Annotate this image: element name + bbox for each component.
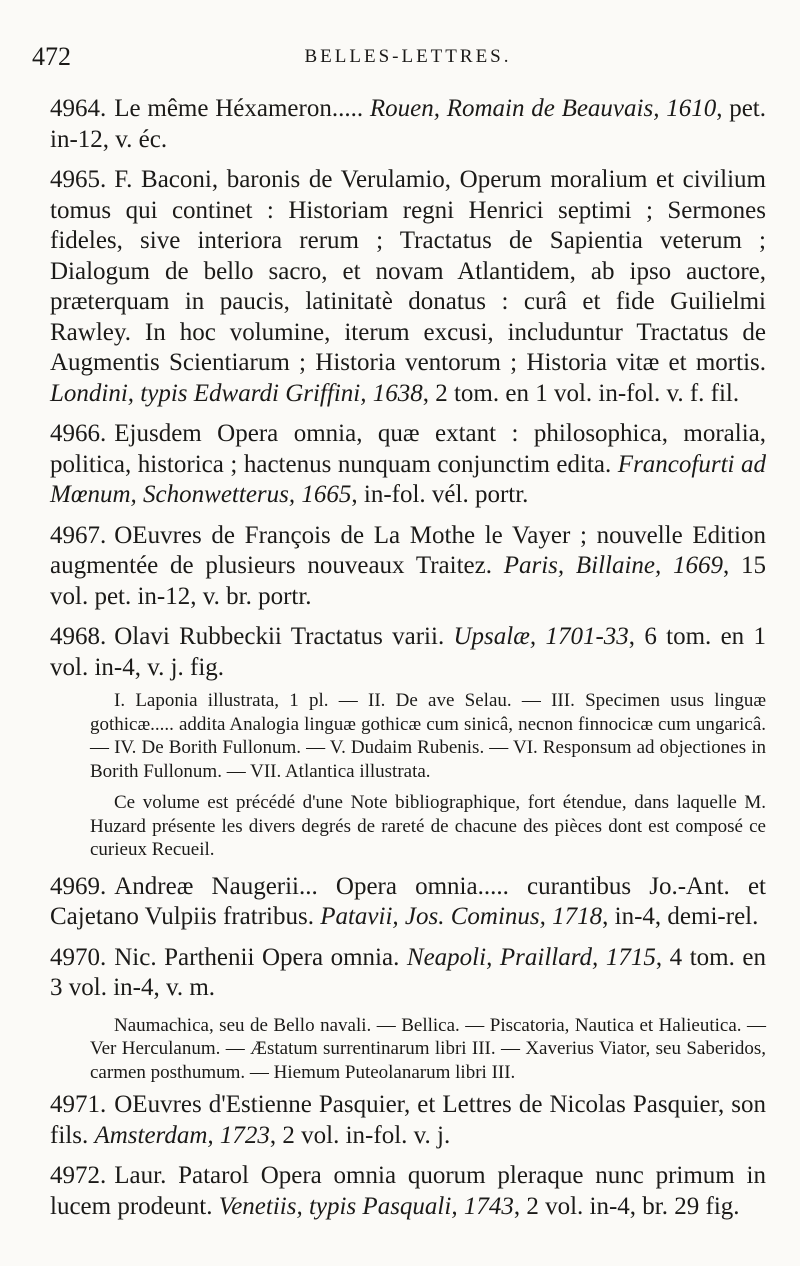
entry-text: Olavi Rubbeckii Tractatus varii. (114, 623, 454, 650)
catalog-entry (50, 1090, 766, 1151)
catalog-entry (50, 419, 766, 511)
entry-format: , 6 tom. en 1 vol. in-4, v. j. fig. (50, 623, 766, 681)
entry-imprint: Paris, Billaine, 1669 (503, 552, 724, 579)
entry-imprint: Francofurti ad Mœnum, Schonwetterus, 1665 (50, 450, 766, 508)
entry-text: Ejusdem Opera omnia, quæ extant : philosophica, moralia, politica, historica ; hactenus nunquam conjunctim edita. (50, 420, 766, 478)
entry-number: 4972. (50, 1162, 107, 1189)
entry-imprint: Neapoli, Praillard, 1715 (406, 943, 656, 971)
entry-number: 4966. (50, 420, 107, 447)
entry-number: 4970. (50, 943, 107, 971)
catalog-entry (50, 1161, 766, 1222)
entry-text: F. Baconi, baronis de Verulamio, Operum moralium et civilium tomus qui continet : Historiam regni Henrici septimi ; Sermones fideles, sive interiora rerum ; Tractatus de Sapientia veterum ; Dialogum de bello sacro, et novam Atlantidem, ab ipso auctore, præterquam in paucis, latinitatè donatus : curâ et fide Guilielmi Rawley. In hoc volumine, iterum excusi, includuntur Tractatus de Augmentis Scientiarum ; Historia ventorum ; Historia vitæ et mortis. (50, 166, 766, 376)
catalog-entry (50, 94, 766, 155)
entry-imprint: Amsterdam, 1723 (94, 1121, 270, 1149)
entry-number: 4964. (50, 95, 107, 122)
entry-text: Le même Héxameron..... (114, 95, 370, 122)
entry-format: , 2 vol. in-4, br. 29 fig. (513, 1192, 740, 1220)
catalog-entry (50, 521, 766, 613)
entry-text: Andreæ Naugerii... Opera omnia..... curantibus Jo.-Ant. et Cajetano Vulpiis fratribus. (50, 872, 766, 930)
entry-number: 4969. (50, 872, 107, 900)
catalog-entry (50, 943, 766, 1004)
entry-format: , pet. in-12, v. éc. (50, 95, 766, 153)
page-header (32, 38, 766, 88)
catalog-entry (50, 622, 766, 683)
catalog-entry (50, 165, 766, 409)
entry-format: , 2 tom. en 1 vol. in-fol. v. f. fil. (422, 379, 740, 407)
entry-number: 4967. (50, 521, 107, 549)
entry-imprint: Patavii, Jos. Cominus, 1718 (320, 903, 603, 930)
entry-imprint: Rouen, Romain de Beauvais, 1610 (369, 95, 717, 122)
running-title: BELLES-LETTRES. (304, 46, 512, 67)
page-number: 472 (32, 42, 71, 71)
entry-text: OEuvres d'Estienne Pasquier, et Lettres de Nicolas Pasquier, son fils. (50, 1091, 766, 1149)
catalog-entry (50, 872, 766, 933)
entry-number: 4968. (50, 623, 107, 650)
bibliographic-note: Ce volume est précédé d'une Note bibliographique, fort étendue, dans laquelle M. Huzard présente les divers degrés de rareté de chacune des pièces dont est composé ce curieux Recueil. (90, 792, 766, 860)
entry-format: , 4 tom. en 3 vol. in-4, v. m. (50, 943, 766, 1001)
entry-imprint: Venetiis, typis Pasquali, 1743 (218, 1192, 514, 1220)
entry-text: Laur. Patarol Opera omnia quorum pleraque nunc primum in lucem prodeunt. (50, 1162, 766, 1220)
entry-imprint: Londini, typis Edwardi Griffini, 1638 (50, 379, 423, 407)
entry-format: , 2 vol. in-fol. v. j. (269, 1121, 451, 1149)
entry-text: OEuvres de François de La Mothe le Vayer ; nouvelle Edition augmentée de plusieurs nouveaux Traitez. (50, 521, 766, 579)
entry-number: 4965. (50, 166, 107, 193)
entry-imprint: Upsalæ, 1701-33 (453, 623, 629, 650)
entry-contents: Naumachica, seu de Bello navali. — Bellica. — Piscatoria, Nautica et Halieutica. — Ver Herculanum. — Æstatum surrentinarum libri III. — Xaverius Viator, seu Saberidos, carmen posthumum. — Hiemum Puteolanarum libri III. (90, 1014, 766, 1083)
entry-format: , in-fol. vél. portr. (351, 481, 529, 508)
entry-number: 4971. (50, 1091, 107, 1118)
entry-text: Nic. Parthenii Opera omnia. (114, 943, 407, 971)
entry-format: , 15 vol. pet. in-12, v. br. portr. (50, 552, 766, 610)
entry-format: , in-4, demi-rel. (602, 903, 759, 930)
entry-contents: I. Laponia illustrata, 1 pl. — II. De ave Selau. — III. Specimen usus linguæ gothicæ..... addita Analogia linguæ gothicæ cum sinicâ, necnon finnocicæ cum ungaricâ. — IV. De Borith Fullonum. — V. Dudaim Rubenis. — VI. Responsum ad objectiones in Borith Fullonum. — VII. Atlantica illustrata. (90, 690, 766, 782)
